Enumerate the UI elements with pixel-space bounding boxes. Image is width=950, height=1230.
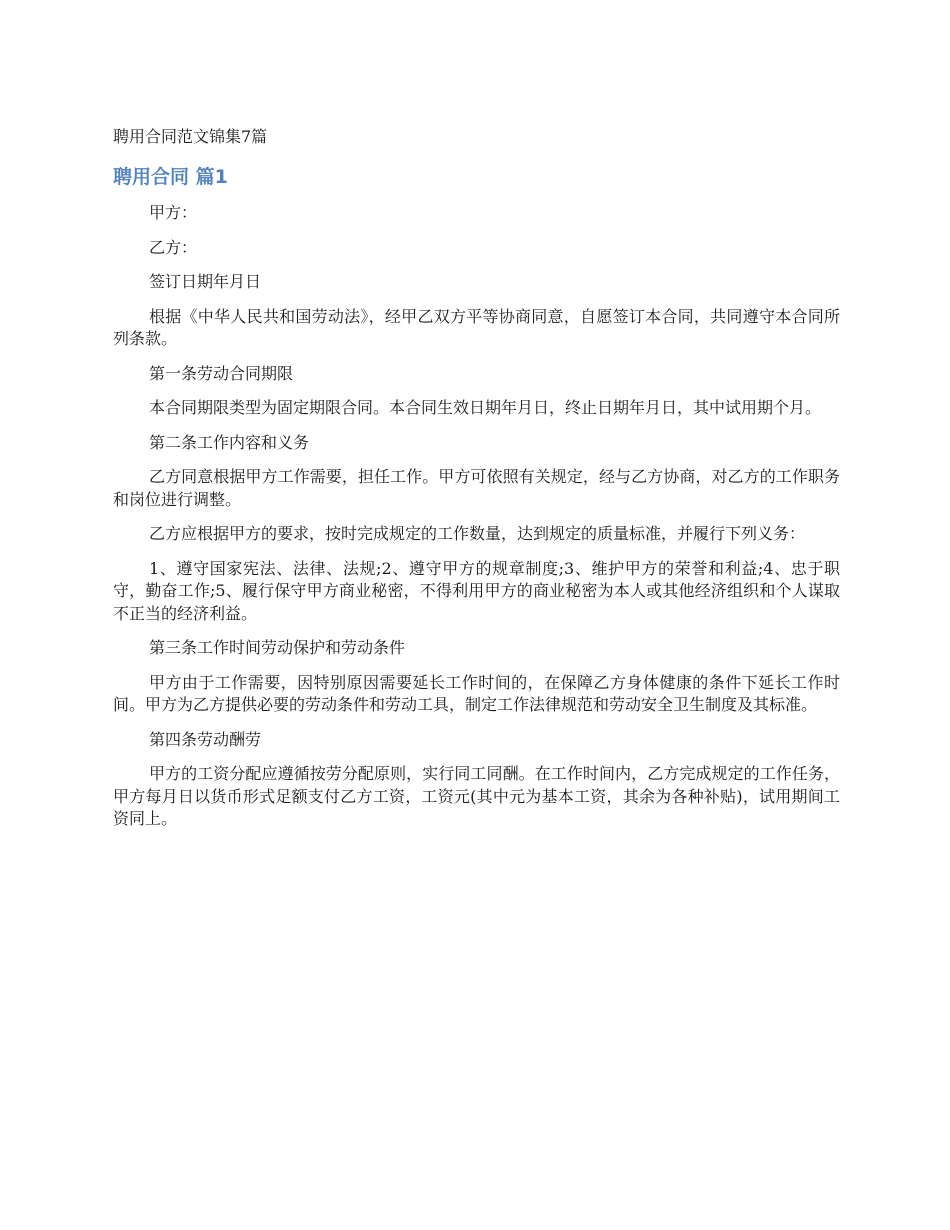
article-2-heading: 第二条工作内容和义务 xyxy=(149,432,310,452)
party-b-line: 乙方： xyxy=(149,237,198,257)
document-body xyxy=(113,202,840,843)
party-a-line: 甲方： xyxy=(149,203,198,222)
article-2-paragraph-1: 乙方同意根据甲方工作需要，担任工作。甲方可依照有关规定，经与乙方协商，对乙方的工作职务和岗位进行调整。 xyxy=(113,467,840,509)
document-title: 聘用合同范文锦集7篇 xyxy=(113,127,268,146)
article-2-obligations-list: 1、遵守国家宪法、法律、法规;2、遵守甲方的规章制度;3、维护甲方的荣誉和利益;4、忠于职守，勤奋工作;5、履行保守甲方商业秘密，不得利用甲方的商业秘密为本人或其他经济组织和个人谋取不正当的经济利益。 xyxy=(113,558,840,623)
article-4-heading: 第四条劳动酬劳 xyxy=(149,729,262,749)
article-2-paragraph-2: 乙方应根据甲方的要求，按时完成规定的工作数量，达到规定的质量标准，并履行下列义务： xyxy=(149,524,806,543)
article-1-heading: 第一条劳动合同期限 xyxy=(149,363,294,383)
article-3-heading: 第三条工作时间劳动保护和劳动条件 xyxy=(149,638,406,657)
article-4-paragraph: 甲方的工资分配应遵循按劳分配原则，实行同工同酬。在工作时间内，乙方完成规定的工作任务，甲方每月日以货币形式足额支付乙方工资，工资元(其中元为基本工资，其余为各种补贴)，试用期间工资同上。 xyxy=(113,764,840,828)
signing-date-line: 签订日期年月日 xyxy=(149,272,262,291)
article-1-paragraph: 本合同期限类型为固定期限合同。本合同生效日期年月日，终止日期年月日，其中试用期个月。 xyxy=(149,398,822,417)
preamble-paragraph: 根据《中华人民共和国劳动法》，经甲乙双方平等协商同意，自愿签订本合同，共同遵守本合同所列条款。 xyxy=(113,306,840,348)
section-heading: 聘用合同 篇1 xyxy=(113,166,228,188)
article-3-paragraph: 甲方由于工作需要，因特别原因需要延长工作时间的，在保障乙方身体健康的条件下延长工作时间。甲方为乙方提供必要的劳动条件和劳动工具，制定工作法律规范和劳动安全卫生制度及其标准。 xyxy=(113,672,840,714)
